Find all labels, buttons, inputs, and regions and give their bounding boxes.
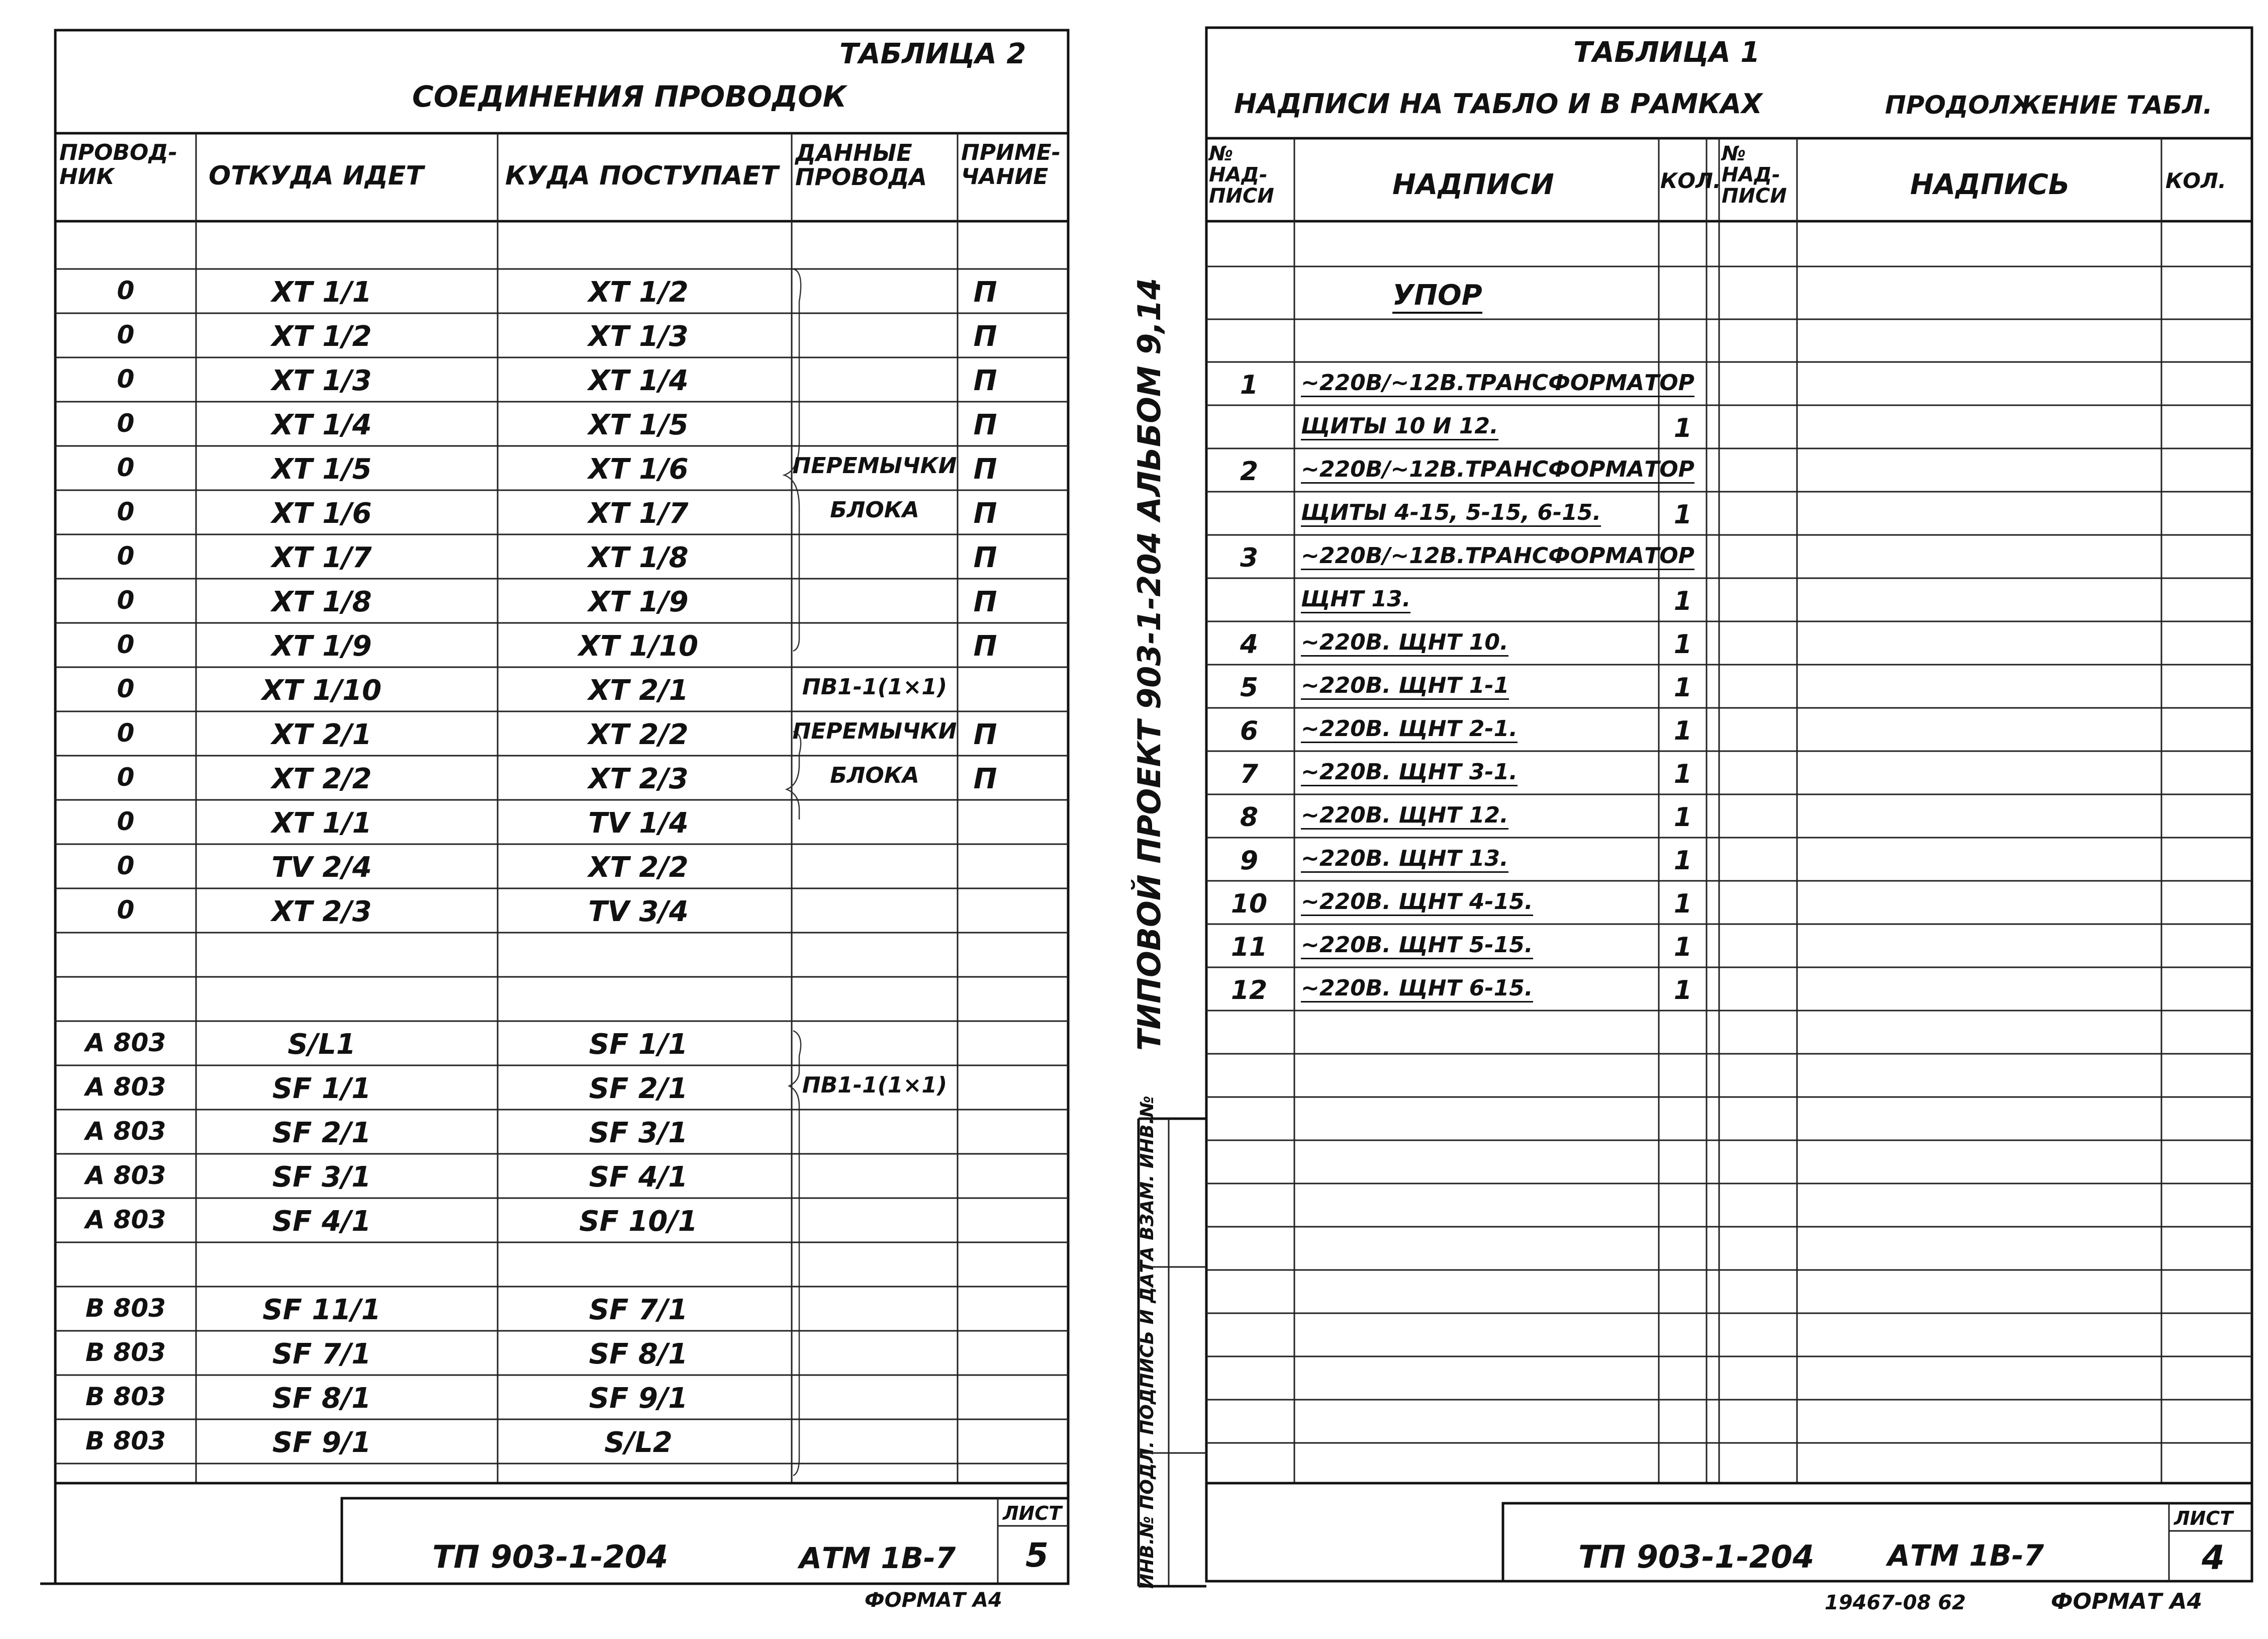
left-sheet-grid bbox=[0, 0, 1126, 1639]
right-format: ФОРМАТ А4 bbox=[2051, 1589, 2203, 1614]
cell-wire: B 803 bbox=[85, 1338, 166, 1367]
cell-wire: B 803 bbox=[85, 1382, 166, 1411]
cell-from: XT 1/1 bbox=[271, 807, 372, 840]
cell-qty: 1 bbox=[1673, 586, 1692, 616]
cell-no: 2 bbox=[1240, 457, 1259, 487]
cell-from: SF 1/1 bbox=[272, 1072, 371, 1105]
header-data: ДАННЫЕ ПРОВОДА bbox=[795, 139, 927, 191]
cell-from: TV 2/4 bbox=[271, 851, 372, 884]
cell-wire: 0 bbox=[117, 276, 135, 305]
cell-qty: 1 bbox=[1673, 889, 1692, 919]
cell-to: XT 1/9 bbox=[588, 586, 689, 618]
cell-to: SF 9/1 bbox=[589, 1382, 688, 1415]
cell-note: П bbox=[973, 630, 997, 663]
cell-qty: 1 bbox=[1673, 975, 1692, 1006]
cell-wire: B 803 bbox=[85, 1426, 166, 1455]
cell-data: ПЕРЕМЫЧКИ bbox=[792, 718, 957, 744]
cell-to: SF 8/1 bbox=[589, 1338, 688, 1371]
left-stamp-sheet-label: ЛИСТ bbox=[1003, 1502, 1062, 1524]
cell-from: XT 1/4 bbox=[271, 409, 372, 441]
cell-no: 11 bbox=[1231, 932, 1268, 962]
cell-text: ~220В. ЩНТ 2-1. bbox=[1301, 716, 1518, 743]
cell-to: SF 2/1 bbox=[589, 1072, 688, 1105]
cell-note: П bbox=[973, 541, 997, 574]
cell-wire: A 803 bbox=[85, 1072, 166, 1102]
cell-to: S/L2 bbox=[604, 1426, 673, 1459]
left-table-title: СОЕДИНЕНИЯ ПРОВОДОК bbox=[412, 79, 847, 114]
cell-wire: 0 bbox=[117, 630, 135, 659]
right-stamp-album: АТМ 1В-7 bbox=[1887, 1538, 2044, 1573]
cell-from: SF 9/1 bbox=[272, 1426, 371, 1459]
cell-note: П bbox=[973, 718, 997, 751]
right-table-title: НАДПИСИ НА ТАБЛО И В РАМКАХ bbox=[1234, 88, 1762, 120]
right-section-heading: УПОР bbox=[1392, 279, 1482, 314]
left-sheet bbox=[0, 0, 1126, 1639]
cell-qty: 1 bbox=[1673, 846, 1692, 876]
cell-from: XT 1/2 bbox=[271, 320, 372, 353]
right-header-qty-2: КОЛ. bbox=[2165, 168, 2226, 193]
cell-text: ~220В/~12В.ТРАНСФОРМАТОР bbox=[1301, 543, 1694, 570]
cell-wire: 0 bbox=[117, 365, 135, 394]
cell-wire: B 803 bbox=[85, 1294, 166, 1323]
right-header-qty-1: КОЛ. bbox=[1660, 168, 1721, 193]
cell-to: XT 1/6 bbox=[588, 453, 689, 486]
cell-wire: 0 bbox=[117, 763, 135, 792]
cell-no: 3 bbox=[1240, 543, 1259, 573]
cell-wire: 0 bbox=[117, 320, 135, 349]
cell-to: TV 1/4 bbox=[588, 807, 689, 840]
cell-note: П bbox=[973, 409, 997, 441]
cell-qty: 1 bbox=[1673, 802, 1692, 833]
cell-from: XT 2/1 bbox=[271, 718, 372, 751]
cell-to: XT 2/3 bbox=[588, 763, 689, 795]
cell-from: XT 2/2 bbox=[271, 763, 372, 795]
cell-to: SF 1/1 bbox=[589, 1028, 688, 1061]
cell-wire: 0 bbox=[117, 807, 135, 836]
cell-qty: 1 bbox=[1673, 629, 1692, 660]
cell-text: ~220В. ЩНТ 12. bbox=[1301, 802, 1508, 830]
cell-to: SF 10/1 bbox=[579, 1205, 698, 1238]
cell-qty: 1 bbox=[1673, 716, 1692, 746]
cell-from: XT 1/3 bbox=[271, 365, 372, 397]
cell-no: 10 bbox=[1231, 889, 1268, 919]
cell-note: П bbox=[973, 586, 997, 618]
header-wire: ПРОВОД-НИК bbox=[59, 140, 177, 190]
right-footer-code: 19467-08 62 bbox=[1825, 1591, 1966, 1614]
cell-wire: A 803 bbox=[85, 1161, 166, 1190]
cell-from: S/L1 bbox=[288, 1028, 356, 1061]
cell-to: SF 3/1 bbox=[589, 1117, 688, 1149]
cell-to: XT 1/5 bbox=[588, 409, 689, 441]
cell-from: SF 7/1 bbox=[272, 1338, 371, 1371]
cell-qty: 1 bbox=[1673, 759, 1692, 789]
right-table-label: ТАБЛИЦА 1 bbox=[1573, 36, 1760, 69]
cell-text: ЩИТЫ 10 И 12. bbox=[1301, 413, 1498, 440]
cell-wire: A 803 bbox=[85, 1117, 166, 1146]
right-sheet-grid bbox=[1126, 0, 2268, 1639]
header-from: ОТКУДА ИДЕТ bbox=[209, 161, 424, 191]
cell-text: ~220В. ЩНТ 5-15. bbox=[1301, 932, 1533, 959]
cell-text: ~220В. ЩНТ 4-15. bbox=[1301, 889, 1533, 916]
right-stamp-sheet-label: ЛИСТ bbox=[2174, 1507, 2233, 1529]
right-continuation: ПРОДОЛЖЕНИЕ ТАБЛ. bbox=[1885, 90, 2213, 120]
cell-text: ~220В/~12В.ТРАНСФОРМАТОР bbox=[1301, 457, 1694, 484]
cell-no: 9 bbox=[1240, 846, 1259, 876]
header-to: КУДА ПОСТУПАЕТ bbox=[505, 161, 779, 191]
cell-to: XT 1/3 bbox=[588, 320, 689, 353]
cell-wire: 0 bbox=[117, 453, 135, 482]
cell-wire: 0 bbox=[117, 718, 135, 748]
cell-from: SF 2/1 bbox=[272, 1117, 371, 1149]
cell-from: SF 3/1 bbox=[272, 1161, 371, 1194]
cell-text: ~220В. ЩНТ 3-1. bbox=[1301, 759, 1518, 786]
cell-from: XT 1/1 bbox=[271, 276, 372, 309]
cell-text: ЩНТ 13. bbox=[1301, 586, 1410, 613]
left-stamp-sheet-no: 5 bbox=[1025, 1536, 1049, 1575]
cell-to: XT 1/4 bbox=[588, 365, 689, 397]
cell-to: XT 1/8 bbox=[588, 541, 689, 574]
cell-to: SF 4/1 bbox=[589, 1161, 688, 1194]
vertical-project-title: ТИПОВОЙ ПРОЕКТ 903-1-204 АЛЬБОМ 9,14 bbox=[1131, 278, 1168, 1051]
cell-note: П bbox=[973, 497, 997, 530]
right-header-no-2: № НАД-ПИСИ bbox=[1722, 142, 1787, 208]
left-stamp-album: АТМ 1В-7 bbox=[799, 1541, 956, 1575]
cell-note: П bbox=[973, 276, 997, 309]
cell-qty: 1 bbox=[1673, 413, 1692, 443]
right-header-text-2: НАДПИСЬ bbox=[1910, 168, 2070, 201]
cell-data: БЛОКА bbox=[830, 763, 919, 788]
cell-qty: 1 bbox=[1673, 932, 1692, 962]
cell-note: П bbox=[973, 453, 997, 486]
cell-note: П bbox=[973, 763, 997, 795]
cell-to: TV 3/4 bbox=[588, 895, 689, 928]
cell-text: ~220В/~12В.ТРАНСФОРМАТОР bbox=[1301, 370, 1694, 397]
cell-to: XT 2/2 bbox=[588, 851, 689, 884]
cell-text: ~220В. ЩНТ 6-15. bbox=[1301, 975, 1533, 1003]
cell-data: ПВ1-1(1×1) bbox=[802, 674, 948, 700]
cell-no: 7 bbox=[1240, 759, 1259, 789]
cell-from: XT 1/9 bbox=[271, 630, 372, 663]
cell-data: ПЕРЕМЫЧКИ bbox=[792, 453, 957, 479]
left-format: ФОРМАТ А4 bbox=[865, 1589, 1002, 1612]
left-stamp-project: ТП 903-1-204 bbox=[432, 1538, 669, 1575]
cell-to: SF 7/1 bbox=[589, 1294, 688, 1326]
cell-text: ~220В. ЩНТ 13. bbox=[1301, 846, 1508, 873]
cell-no: 4 bbox=[1240, 629, 1259, 660]
cell-to: XT 1/7 bbox=[588, 497, 689, 530]
cell-data: БЛОКА bbox=[830, 497, 919, 523]
right-header-no-1: № НАД-ПИСИ bbox=[1209, 142, 1274, 208]
cell-no: 6 bbox=[1240, 716, 1259, 746]
right-stamp-sheet-no: 4 bbox=[2202, 1538, 2225, 1577]
cell-from: SF 11/1 bbox=[262, 1294, 381, 1326]
cell-no: 8 bbox=[1240, 802, 1259, 833]
cell-to: XT 1/2 bbox=[588, 276, 689, 309]
cell-wire: A 803 bbox=[85, 1205, 166, 1234]
cell-wire: 0 bbox=[117, 586, 135, 615]
cell-wire: 0 bbox=[117, 674, 135, 703]
cell-from: SF 4/1 bbox=[272, 1205, 371, 1238]
cell-from: XT 1/5 bbox=[271, 453, 372, 486]
cell-wire: 0 bbox=[117, 895, 135, 925]
cell-qty: 1 bbox=[1673, 673, 1692, 703]
cell-wire: 0 bbox=[117, 497, 135, 526]
cell-wire: 0 bbox=[117, 851, 135, 880]
cell-no: 12 bbox=[1231, 975, 1268, 1006]
cell-qty: 1 bbox=[1673, 500, 1692, 530]
right-sheet bbox=[1126, 0, 2268, 1639]
cell-from: XT 1/8 bbox=[271, 586, 372, 618]
left-table-label: ТАБЛИЦА 2 bbox=[839, 38, 1026, 70]
cell-to: XT 2/2 bbox=[588, 718, 689, 751]
cell-from: SF 8/1 bbox=[272, 1382, 371, 1415]
right-header-text-1: НАДПИСИ bbox=[1392, 168, 1554, 201]
cell-from: XT 2/3 bbox=[271, 895, 372, 928]
cell-from: XT 1/10 bbox=[261, 674, 382, 707]
cell-to: XT 1/10 bbox=[578, 630, 699, 663]
cell-from: XT 1/7 bbox=[271, 541, 372, 574]
cell-wire: A 803 bbox=[85, 1028, 166, 1057]
cell-wire: 0 bbox=[117, 541, 135, 571]
vertical-stamp-labels: ИНВ.№ ПОДЛ. ПОДПИСЬ И ДАТА ВЗАМ. ИНВ.№ bbox=[1137, 1096, 1158, 1589]
cell-to: XT 2/1 bbox=[588, 674, 689, 707]
cell-note: П bbox=[973, 365, 997, 397]
right-stamp-project: ТП 903-1-204 bbox=[1578, 1538, 1815, 1575]
cell-note: П bbox=[973, 320, 997, 353]
cell-data: ПВ1-1(1×1) bbox=[802, 1072, 948, 1098]
cell-text: ~220В. ЩНТ 1-1 bbox=[1301, 673, 1509, 700]
cell-wire: 0 bbox=[117, 409, 135, 438]
cell-text: ЩИТЫ 4-15, 5-15, 6-15. bbox=[1301, 500, 1601, 527]
cell-text: ~220В. ЩНТ 10. bbox=[1301, 629, 1508, 657]
header-note: ПРИМЕ-ЧАНИЕ bbox=[961, 140, 1061, 190]
cell-no: 1 bbox=[1240, 370, 1259, 400]
cell-no: 5 bbox=[1240, 673, 1259, 703]
cell-from: XT 1/6 bbox=[271, 497, 372, 530]
